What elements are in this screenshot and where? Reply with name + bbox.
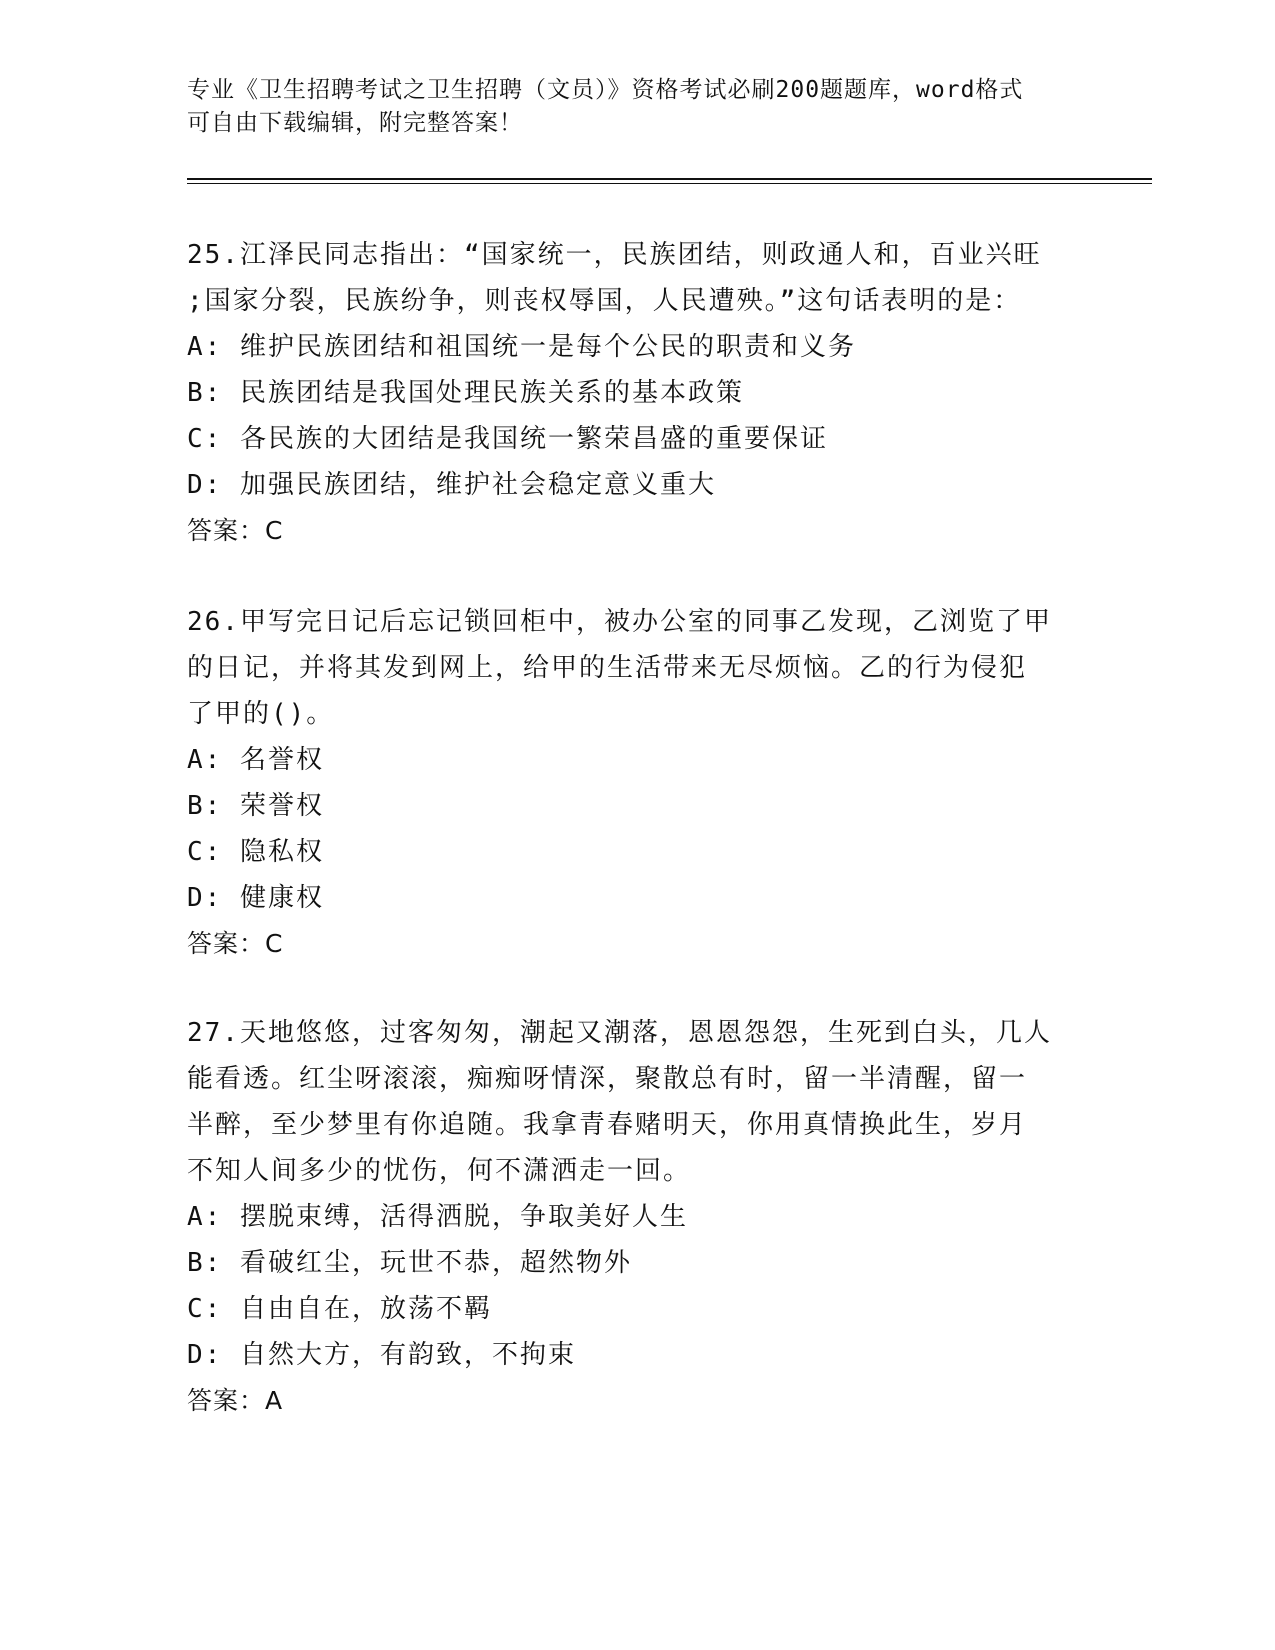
answer-line: 答案：C [187,516,284,545]
question-stem-line: 半醉，至少梦里有你追随。我拿青春赌明天，你用真情换此生，岁月 [187,1110,1028,1140]
page-header [187,74,1087,140]
question-stem-line: 了甲的()。 [187,699,335,729]
option-d: D: 自然大方，有韵致，不拘束 [187,1340,576,1370]
header-line-2: 可自由下载编辑，附完整答案！ [187,110,523,136]
option-d: D: 健康权 [187,883,324,913]
option-c: C: 各民族的大团结是我国统一繁荣昌盛的重要保证 [187,424,828,454]
option-a: A: 摆脱束缚，活得洒脱，争取美好人生 [187,1202,688,1232]
option-c: C: 隐私权 [187,837,324,867]
option-a: A: 维护民族团结和祖国统一是每个公民的职责和义务 [187,332,856,362]
option-b: B: 看破红尘，玩世不恭，超然物外 [187,1248,632,1278]
option-b: B: 荣誉权 [187,791,324,821]
question-27 [187,1010,1067,1424]
question-25 [187,232,1067,554]
question-26 [187,599,1067,967]
question-stem-line: 能看透。红尘呀滚滚，痴痴呀情深，聚散总有时，留一半清醒，留一 [187,1064,1028,1094]
question-stem-line: 25.江泽民同志指出：“国家统一，民族团结，则政通人和，百业兴旺 [187,240,1042,270]
answer-line: 答案：A [187,1386,284,1415]
question-stem-line: 26.甲写完日记后忘记锁回柜中，被办公室的同事乙发现，乙浏览了甲 [187,607,1052,637]
answer-line: 答案：C [187,929,284,958]
option-d: D: 加强民族团结，维护社会稳定意义重大 [187,470,716,500]
header-rule-thick [187,178,1152,180]
header-rule-thin [187,183,1152,184]
question-stem-line: ;国家分裂，民族纷争，则丧权辱国，人民遭殃。”这句话表明的是： [187,286,1022,316]
question-stem-line: 的日记，并将其发到网上，给甲的生活带来无尽烦恼。乙的行为侵犯 [187,653,1028,683]
option-b: B: 民族团结是我国处理民族关系的基本政策 [187,378,744,408]
header-line-1: 专业《卫生招聘考试之卫生招聘（文员）》资格考试必刷200题题库，word格式 [187,77,1024,103]
option-c: C: 自由自在，放荡不羁 [187,1294,492,1324]
option-a: A: 名誉权 [187,745,324,775]
question-stem-line: 27.天地悠悠，过客匆匆，潮起又潮落，恩恩怨怨，生死到白头，几人 [187,1018,1052,1048]
question-stem-line: 不知人间多少的忧伤，何不潇洒走一回。 [187,1156,692,1186]
